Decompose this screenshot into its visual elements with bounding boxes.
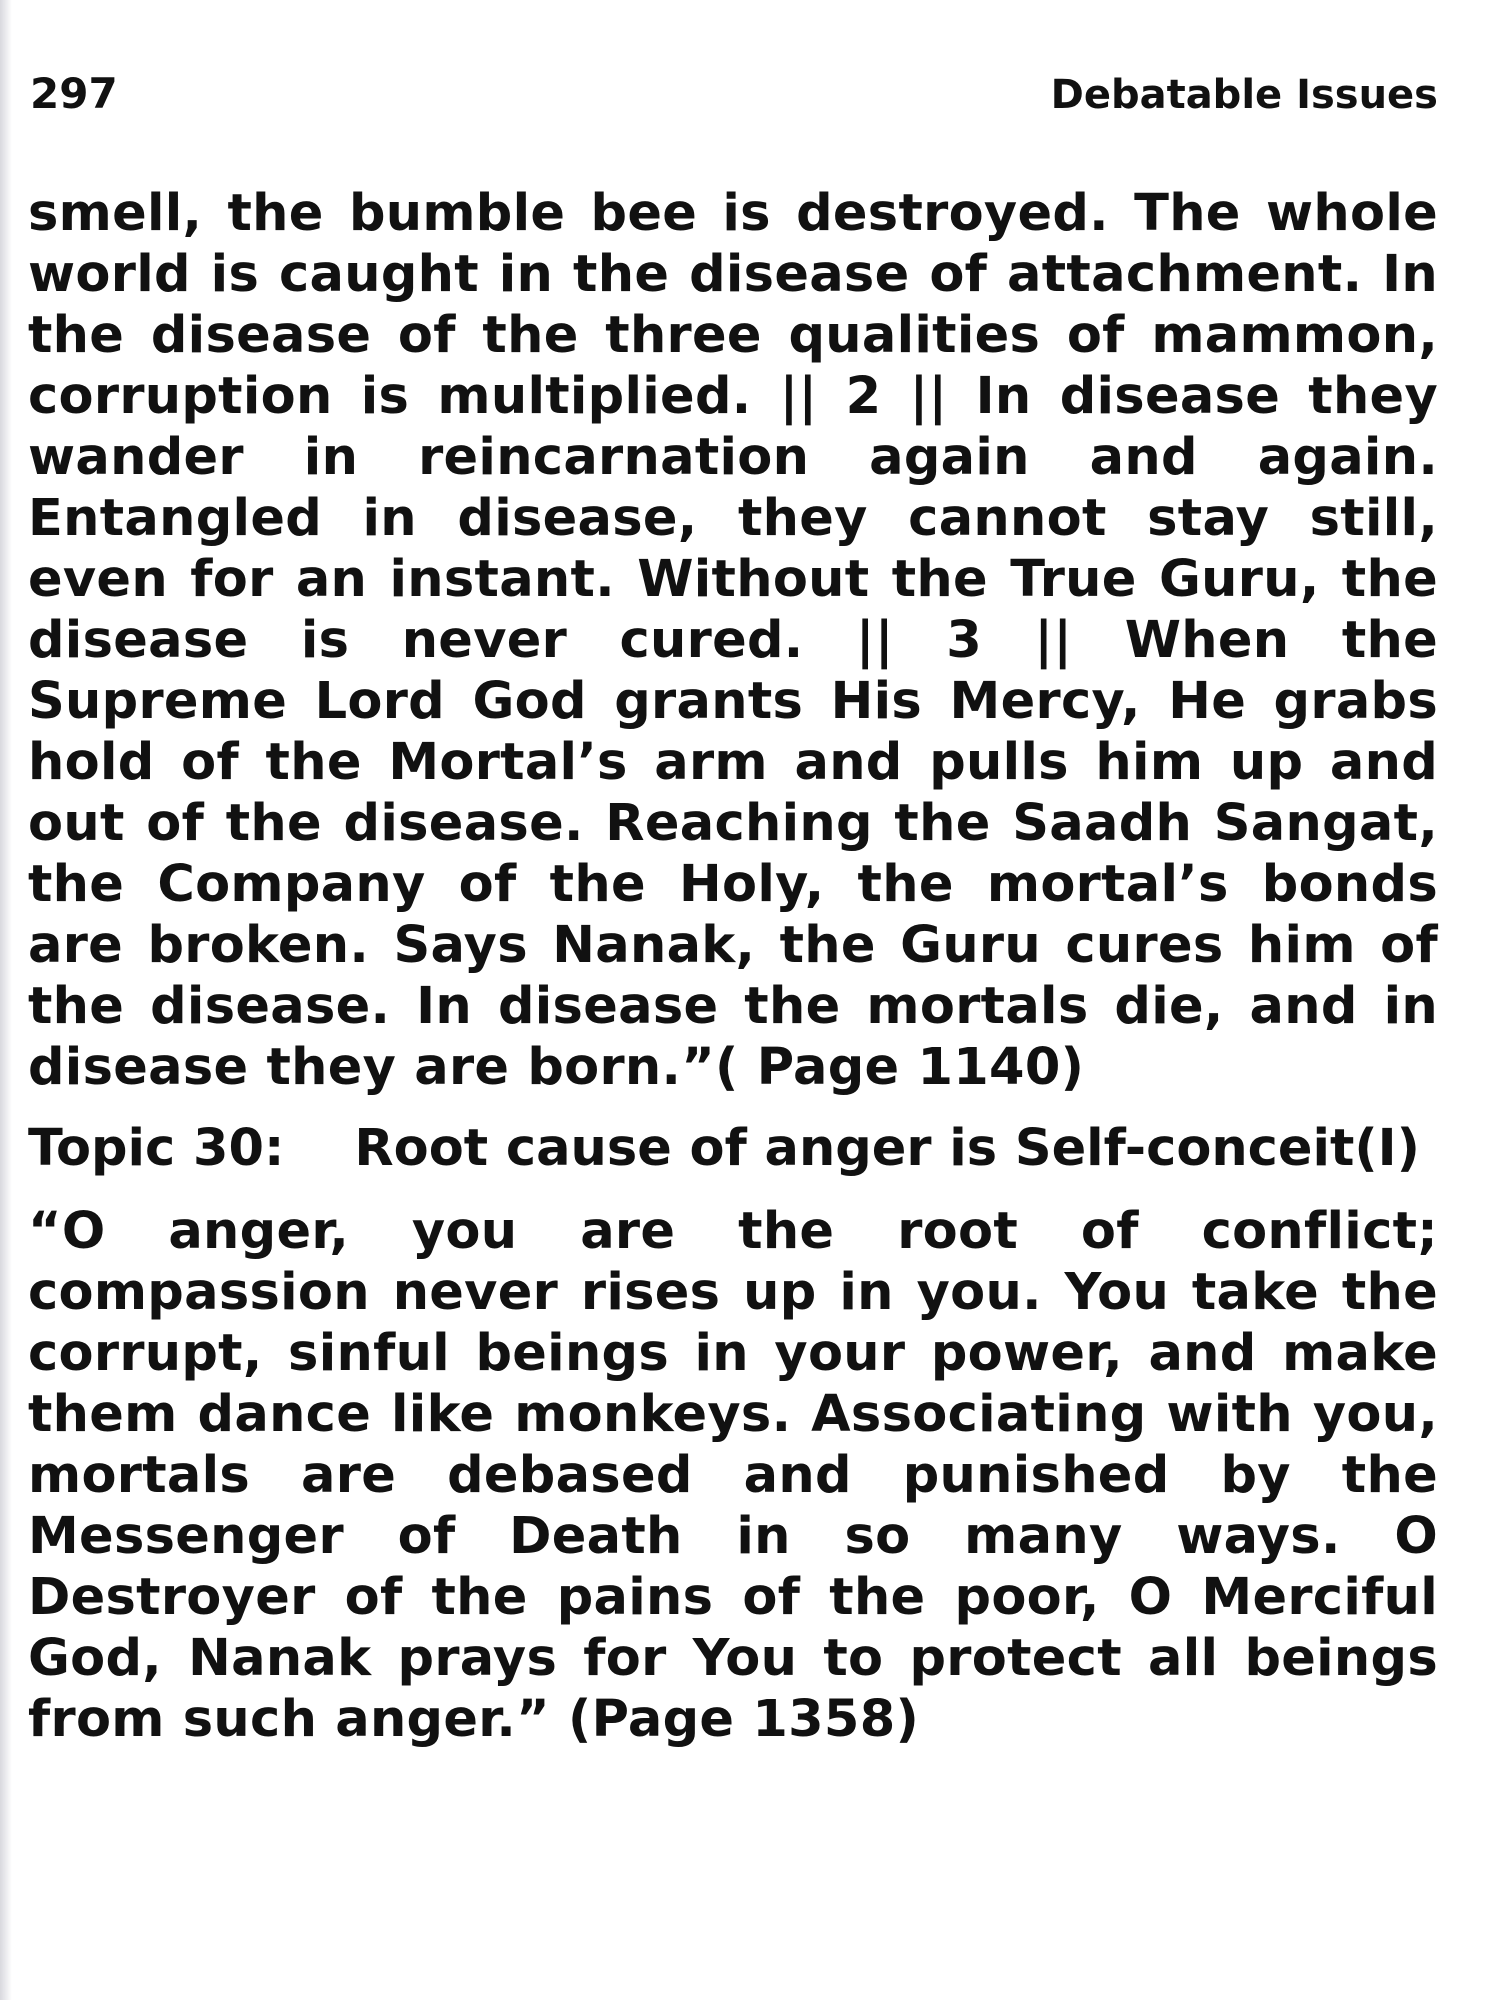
continuation-paragraph: smell, the bumble bee is destroyed. The whole world is caught in the disease of attachment. In the disease of the three qualities of mammon, corruption is multiplied. || 2 || In disease they wander in reincarnation again and again. Entangled in disease, they cannot stay still, even for an instant. Without the True Guru, the disease is never cured. || 3 || When the Supreme Lord God grants His Mercy, He grabs hold of the Mortal’s arm and pulls him up and out of the disease. Reaching the Saadh Sangat, the Company of the Holy, the mortal’s bonds are broken. Says Nanak, the Guru cures him of the disease. In disease the mortals die, and in disease they are born.”( Page 1140) <box>28 184 1438 1097</box>
page-left-edge-shadow <box>0 0 12 2000</box>
topic-label: Topic 30: <box>28 1119 285 1178</box>
page-header <box>30 70 1438 119</box>
quote-paragraph: “O anger, you are the root of conflict; compassion never rises up in you. You take the corrupt, sinful beings in your power, and make them dance like monkeys. Associating with you, mortals are debased and punished by the Messenger of Death in so many ways. O Destroyer of the pains of the poor, O Merciful God, Nanak prays for You to protect all beings from such anger.” (Page 1358) <box>28 1202 1438 1749</box>
topic-heading <box>28 1118 1438 1179</box>
topic-title: Root cause of anger is Self-conceit(I) <box>354 1119 1420 1178</box>
book-page <box>28 70 1438 1750</box>
running-title: Debatable Issues <box>1050 72 1438 118</box>
page-number: 297 <box>30 69 118 118</box>
page-body <box>28 183 1438 1750</box>
